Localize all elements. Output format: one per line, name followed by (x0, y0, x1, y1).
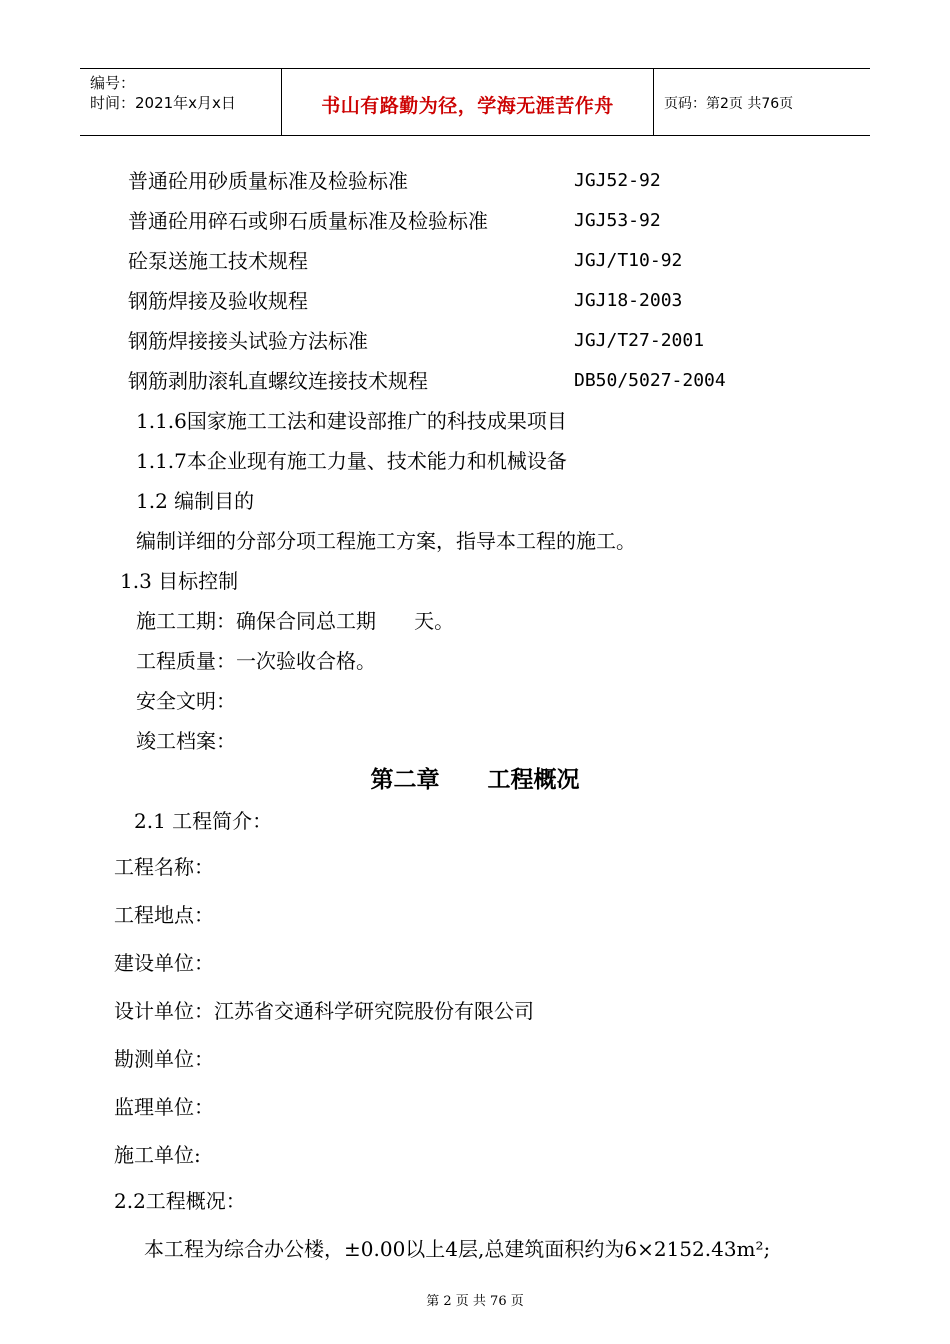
project-location-field: 工程地点： (114, 903, 214, 927)
project-name-field: 工程名称： (114, 855, 214, 879)
header-motto: 书山有路勤为径，学海无涯苦作舟 (321, 95, 614, 117)
standard-code: JGJ/T27-2001 (574, 330, 705, 351)
item-1-1-6: 1.1.6国家施工工法和建设部推广的科技成果项目 (136, 409, 567, 433)
header-meta-cell (80, 69, 282, 135)
standard-code: JGJ53-92 (574, 210, 661, 231)
section-2-2-heading: 2.2工程概况： (114, 1189, 246, 1213)
header-motto-cell (282, 69, 654, 135)
safety-target: 安全文明： (136, 689, 236, 713)
standard-name: 普通砼用碎石或卵石质量标准及检验标准 (128, 209, 488, 233)
construction-period: 施工工期：确保合同总工期 天。 (136, 609, 455, 633)
standard-name: 钢筋剥肋滚轧直螺纹连接技术规程 (128, 369, 428, 393)
supervisor-field: 监理单位： (114, 1095, 214, 1119)
constructor-field: 施工单位: (114, 1143, 201, 1167)
item-1-1-7: 1.1.7本企业现有施工力量、技术能力和机械设备 (136, 449, 567, 473)
standard-name: 砼泵送施工技术规程 (128, 249, 308, 273)
builder-field: 建设单位： (114, 951, 214, 975)
standard-name: 钢筋焊接及验收规程 (128, 289, 308, 313)
header-page-cell (654, 69, 870, 135)
doc-time-label: 时间：2021年x月x日 (90, 94, 236, 112)
header-page-info: 页码：第2页 共76页 (664, 96, 794, 112)
standard-name: 钢筋焊接接头试验方法标准 (128, 329, 368, 353)
page-footer: 第 2 页 共 76 页 (426, 1294, 524, 1309)
doc-number-label: 编号： (90, 74, 136, 92)
archive-target: 竣工档案： (136, 729, 236, 753)
page-header (80, 68, 870, 136)
standard-code: JGJ18-2003 (574, 290, 683, 311)
standard-code: DB50/5027-2004 (574, 370, 726, 391)
designer-field: 设计单位：江苏省交通科学研究院股份有限公司 (114, 999, 534, 1023)
quality-target: 工程质量：一次验收合格。 (136, 649, 376, 673)
standard-code: JGJ/T10-92 (574, 250, 683, 271)
standard-code: JGJ52-92 (574, 170, 661, 191)
section-1-3-heading: 1.3 目标控制 (120, 569, 239, 593)
section-2-1-heading: 2.1 工程简介： (134, 809, 273, 833)
surveyor-field: 勘测单位： (114, 1047, 214, 1071)
chapter-title: 第二章 工程概况 (370, 767, 580, 793)
section-1-2-text: 编制详细的分部分项工程施工方案，指导本工程的施工。 (136, 529, 636, 553)
standard-name: 普通砼用砂质量标准及检验标准 (128, 169, 408, 193)
section-1-2-heading: 1.2 编制目的 (136, 489, 255, 513)
section-2-2-text: 本工程为综合办公楼，±0.00以上4层,总建筑面积约为6×2152.43m²; (144, 1237, 771, 1261)
